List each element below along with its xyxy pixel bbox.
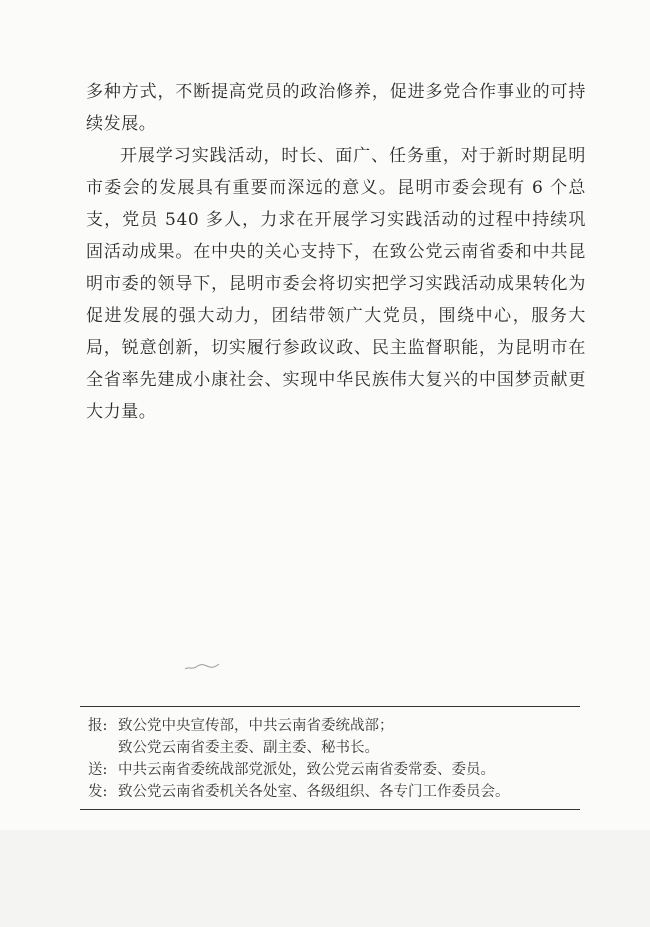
paragraph-main: 开展学习实践活动，时长、面广、任务重，对于新时期昆明市委会的发展具有重要而深远的意义。昆明市委会现有 6 个总支，党员 540 多人，力求在开展学习实践活动的过程中持续巩固活动成果。在中央的关心支持下，在致公党云南省委和中共昆明市委的领导下，昆明市委会将切实把学习实践活动成果转化为促进发展的强大动力，团结带领广大党员，围绕中心，服务大局，锐意创新，切实履行参政议政、民主监督职能，为昆明市在全省率先建成小康社会、实现中华民族伟大复兴的中国梦贡献更大力量。 <box>86 146 586 422</box>
pen-mark <box>183 660 223 672</box>
issue-row <box>88 781 580 803</box>
distribution-list <box>80 706 580 810</box>
body-text <box>86 76 586 428</box>
report-row <box>88 715 580 737</box>
issue-label: 发: <box>88 784 108 800</box>
send-row <box>88 759 580 781</box>
report-recipients-1: 致公党中央宣传部，中共云南省委统战部； <box>118 718 394 734</box>
report-recipients-2: 致公党云南省委主委、副主委、秘书长。 <box>118 740 379 756</box>
report-label: 报: <box>88 718 108 734</box>
send-label: 送: <box>88 762 108 778</box>
paragraph-continuation: 多种方式，不断提高党员的政治修养，促进多党合作事业的可持续发展。 <box>86 82 586 134</box>
send-recipients: 中共云南省委统战部党派处，致公党云南省委常委、委员。 <box>118 762 495 778</box>
report-row-continued <box>88 737 580 759</box>
issue-recipients: 致公党云南省委机关各处室、各级组织、各专门工作委员会。 <box>118 784 510 800</box>
